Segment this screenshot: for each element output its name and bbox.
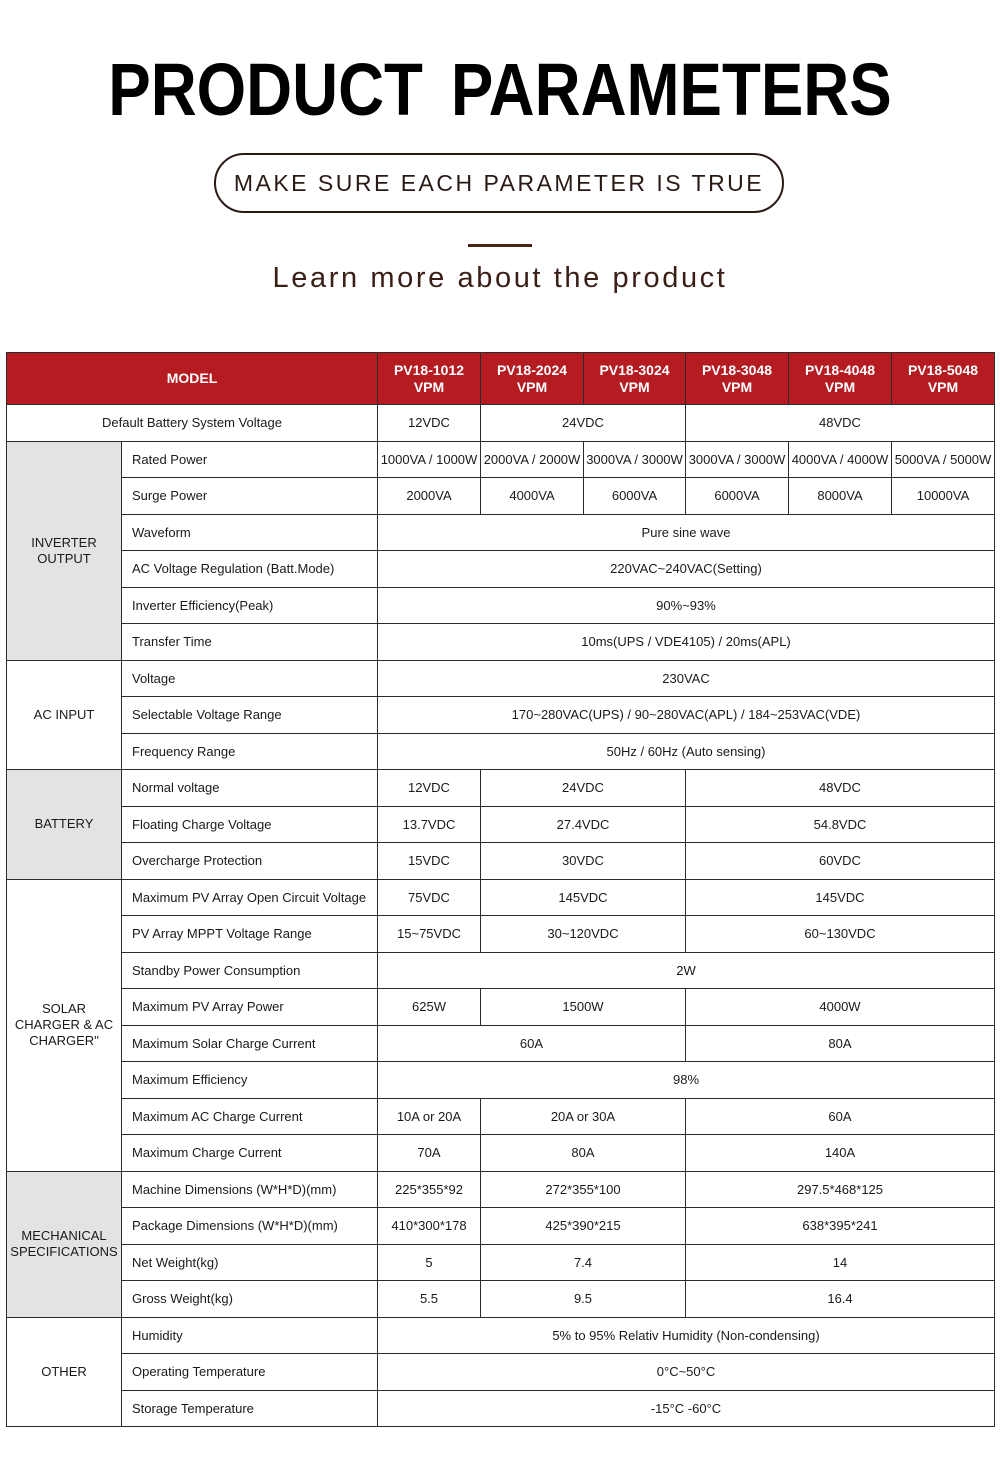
cell: 54.8VDC bbox=[686, 806, 995, 843]
cell: 80A bbox=[686, 1025, 995, 1062]
category-inverter-output: INVERTER OUTPUT bbox=[7, 441, 122, 660]
model-header: PV18-1012 VPM bbox=[378, 353, 481, 405]
cell: 15VDC bbox=[378, 843, 481, 880]
cell: 16.4 bbox=[686, 1281, 995, 1318]
cell: 225*355*92 bbox=[378, 1171, 481, 1208]
category-ac-input: AC INPUT bbox=[7, 660, 122, 770]
table-row bbox=[7, 514, 995, 551]
table-row bbox=[7, 697, 995, 734]
table-row bbox=[7, 1208, 995, 1245]
cell: 4000VA / 4000W bbox=[789, 441, 892, 478]
cell: 5.5 bbox=[378, 1281, 481, 1318]
param-label: Transfer Time bbox=[122, 624, 378, 661]
param-label: Gross Weight(kg) bbox=[122, 1281, 378, 1318]
table-row bbox=[7, 478, 995, 515]
table-row bbox=[7, 660, 995, 697]
cell: 60~130VDC bbox=[686, 916, 995, 953]
table-row bbox=[7, 1317, 995, 1354]
table-row bbox=[7, 952, 995, 989]
cell: 1000VA / 1000W bbox=[378, 441, 481, 478]
cell: 48VDC bbox=[686, 770, 995, 807]
param-label: Package Dimensions (W*H*D)(mm) bbox=[122, 1208, 378, 1245]
param-label: Maximum Solar Charge Current bbox=[122, 1025, 378, 1062]
subtitle-badge: MAKE SURE EACH PARAMETER IS TRUE bbox=[214, 153, 784, 213]
cell: 7.4 bbox=[481, 1244, 686, 1281]
cell: 12VDC bbox=[378, 770, 481, 807]
param-label: Inverter Efficiency(Peak) bbox=[122, 587, 378, 624]
cell: 3000VA / 3000W bbox=[584, 441, 686, 478]
table-row bbox=[7, 1354, 995, 1391]
cell: 75VDC bbox=[378, 879, 481, 916]
cell: 272*355*100 bbox=[481, 1171, 686, 1208]
cell: 170~280VAC(UPS) / 90~280VAC(APL) / 184~253VAC(VDE) bbox=[378, 697, 995, 734]
param-label: Maximum PV Array Open Circuit Voltage bbox=[122, 879, 378, 916]
cell: 2W bbox=[378, 952, 995, 989]
divider bbox=[468, 244, 532, 247]
param-label: Rated Power bbox=[122, 441, 378, 478]
param-label: Overcharge Protection bbox=[122, 843, 378, 880]
cell: 27.4VDC bbox=[481, 806, 686, 843]
table-row bbox=[7, 624, 995, 661]
cell: 60A bbox=[686, 1098, 995, 1135]
cell: 48VDC bbox=[686, 405, 995, 442]
cell: 4000VA bbox=[481, 478, 584, 515]
table-row bbox=[7, 405, 995, 442]
param-label: Selectable Voltage Range bbox=[122, 697, 378, 734]
cell: 5% to 95% Relativ Humidity (Non-condensing) bbox=[378, 1317, 995, 1354]
cell: 12VDC bbox=[378, 405, 481, 442]
cell: 140A bbox=[686, 1135, 995, 1172]
table-row bbox=[7, 806, 995, 843]
cell: 15~75VDC bbox=[378, 916, 481, 953]
param-label: Maximum Charge Current bbox=[122, 1135, 378, 1172]
param-label: Frequency Range bbox=[122, 733, 378, 770]
cell: 24VDC bbox=[481, 770, 686, 807]
cell: 60VDC bbox=[686, 843, 995, 880]
param-label: Net Weight(kg) bbox=[122, 1244, 378, 1281]
cell: 14 bbox=[686, 1244, 995, 1281]
cell: 410*300*178 bbox=[378, 1208, 481, 1245]
table-row bbox=[7, 587, 995, 624]
cell: 24VDC bbox=[481, 405, 686, 442]
cell: 10000VA bbox=[892, 478, 995, 515]
cell: 1500W bbox=[481, 989, 686, 1026]
cell: 5 bbox=[378, 1244, 481, 1281]
param-label: Humidity bbox=[122, 1317, 378, 1354]
cell: 297.5*468*125 bbox=[686, 1171, 995, 1208]
param-label: Standby Power Consumption bbox=[122, 952, 378, 989]
table-row bbox=[7, 1281, 995, 1318]
param-label: Default Battery System Voltage bbox=[7, 405, 378, 442]
table-row bbox=[7, 843, 995, 880]
table-row bbox=[7, 551, 995, 588]
cell: -15°C -60°C bbox=[378, 1390, 995, 1427]
table-row bbox=[7, 441, 995, 478]
param-label: Maximum AC Charge Current bbox=[122, 1098, 378, 1135]
category-other: OTHER bbox=[7, 1317, 122, 1427]
parameters-table bbox=[6, 352, 995, 1427]
param-label: Machine Dimensions (W*H*D)(mm) bbox=[122, 1171, 378, 1208]
table-row bbox=[7, 989, 995, 1026]
cell: 2000VA bbox=[378, 478, 481, 515]
table-row bbox=[7, 1244, 995, 1281]
tagline: Learn more about the product bbox=[272, 262, 728, 294]
cell: 425*390*215 bbox=[481, 1208, 686, 1245]
param-label: Operating Temperature bbox=[122, 1354, 378, 1391]
category-mechanical: MECHANICAL SPECIFICATIONS bbox=[7, 1171, 122, 1317]
cell: 4000W bbox=[686, 989, 995, 1026]
cell: 625W bbox=[378, 989, 481, 1026]
cell: 6000VA bbox=[686, 478, 789, 515]
cell: 145VDC bbox=[686, 879, 995, 916]
model-header: PV18-3048 VPM bbox=[686, 353, 789, 405]
param-label: Maximum PV Array Power bbox=[122, 989, 378, 1026]
cell: 638*395*241 bbox=[686, 1208, 995, 1245]
param-label: Floating Charge Voltage bbox=[122, 806, 378, 843]
cell: 145VDC bbox=[481, 879, 686, 916]
cell: 2000VA / 2000W bbox=[481, 441, 584, 478]
category-battery: BATTERY bbox=[7, 770, 122, 880]
cell: 8000VA bbox=[789, 478, 892, 515]
table-row bbox=[7, 770, 995, 807]
cell: 0°C~50°C bbox=[378, 1354, 995, 1391]
model-header: PV18-2024 VPM bbox=[481, 353, 584, 405]
param-label: Voltage bbox=[122, 660, 378, 697]
model-header: PV18-3024 VPM bbox=[584, 353, 686, 405]
cell: 3000VA / 3000W bbox=[686, 441, 789, 478]
cell: 70A bbox=[378, 1135, 481, 1172]
table-header-row bbox=[7, 353, 995, 405]
model-header: PV18-5048 VPM bbox=[892, 353, 995, 405]
table-row bbox=[7, 879, 995, 916]
model-label: MODEL bbox=[7, 353, 378, 405]
table-row bbox=[7, 1390, 995, 1427]
cell: 98% bbox=[378, 1062, 995, 1099]
cell: 6000VA bbox=[584, 478, 686, 515]
param-label: Maximum Efficiency bbox=[122, 1062, 378, 1099]
page-title: PRODUCT PARAMETERS bbox=[108, 48, 892, 131]
table-row bbox=[7, 916, 995, 953]
cell: 30VDC bbox=[481, 843, 686, 880]
param-label: PV Array MPPT Voltage Range bbox=[122, 916, 378, 953]
cell: 90%~93% bbox=[378, 587, 995, 624]
cell: 10A or 20A bbox=[378, 1098, 481, 1135]
cell: 60A bbox=[378, 1025, 686, 1062]
cell: 30~120VDC bbox=[481, 916, 686, 953]
category-solar-charger: SOLAR CHARGER & AC CHARGER" bbox=[7, 879, 122, 1171]
table-row bbox=[7, 1062, 995, 1099]
cell: 230VAC bbox=[378, 660, 995, 697]
param-label: Storage Temperature bbox=[122, 1390, 378, 1427]
cell: 10ms(UPS / VDE4105) / 20ms(APL) bbox=[378, 624, 995, 661]
cell: 13.7VDC bbox=[378, 806, 481, 843]
model-header: PV18-4048 VPM bbox=[789, 353, 892, 405]
cell: 20A or 30A bbox=[481, 1098, 686, 1135]
cell: 5000VA / 5000W bbox=[892, 441, 995, 478]
cell: 9.5 bbox=[481, 1281, 686, 1318]
param-label: Surge Power bbox=[122, 478, 378, 515]
table-row bbox=[7, 1171, 995, 1208]
table-row bbox=[7, 1098, 995, 1135]
cell: Pure sine wave bbox=[378, 514, 995, 551]
param-label: Normal voltage bbox=[122, 770, 378, 807]
cell: 220VAC~240VAC(Setting) bbox=[378, 551, 995, 588]
cell: 50Hz / 60Hz (Auto sensing) bbox=[378, 733, 995, 770]
param-label: AC Voltage Regulation (Batt.Mode) bbox=[122, 551, 378, 588]
param-label: Waveform bbox=[122, 514, 378, 551]
cell: 80A bbox=[481, 1135, 686, 1172]
table-row bbox=[7, 1025, 995, 1062]
table-row bbox=[7, 733, 995, 770]
table-row bbox=[7, 1135, 995, 1172]
